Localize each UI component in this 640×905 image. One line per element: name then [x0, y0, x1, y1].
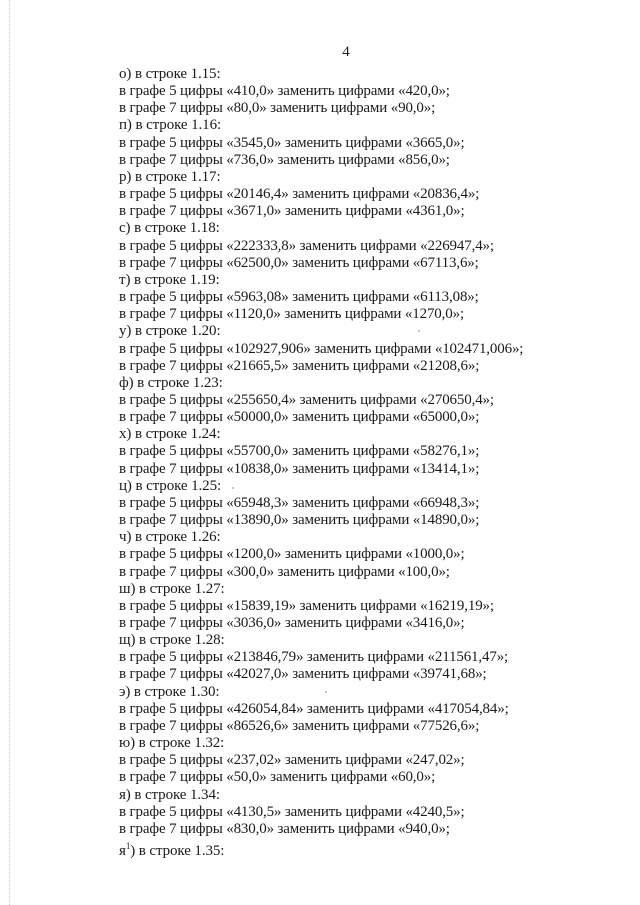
row-heading: ч) в строке 1.26:	[119, 529, 221, 546]
row-heading: щ) в строке 1.28:	[119, 632, 225, 649]
amendment-line: в графе 5 цифры «1200,0» заменить цифрами «1000,0»;	[119, 546, 465, 563]
row-heading: э) в строке 1.30:	[119, 683, 220, 700]
amendments-list	[119, 66, 619, 860]
amendment-line: в графе 7 цифры «80,0» заменить цифрами «90,0»;	[119, 100, 436, 117]
amendment-line: в графе 7 цифры «3671,0» заменить цифрами «4361,0»;	[119, 203, 465, 220]
amendment-line: в графе 5 цифры «102927,906» заменить цифрами «102471,006»;	[119, 340, 524, 357]
amendment-line: в графе 7 цифры «3036,0» заменить цифрами «3416,0»;	[119, 615, 465, 631]
amendment-line: в графе 5 цифры «4130,5» заменить цифрами «4240,5»;	[119, 803, 465, 820]
amendment-line: в графе 7 цифры «1120,0» заменить цифрами «1270,0»;	[119, 306, 464, 323]
amendment-line: в графе 5 цифры «213846,79» заменить цифрами «211561,47»;	[119, 649, 509, 666]
amendment-line: в графе 7 цифры «50000,0» заменить цифрами «65000,0»;	[119, 409, 480, 426]
row-heading: с) в строке 1.18:	[119, 220, 220, 237]
amendment-line: в графе 7 цифры «42027,0» заменить цифрами «39741,68»;	[119, 666, 487, 683]
row-heading: ш) в строке 1.27:	[119, 580, 225, 597]
page-number: 4	[342, 44, 350, 60]
amendment-line: в графе 5 цифры «3545,0» заменить цифрами «3665,0»;	[119, 134, 465, 151]
row-heading: р) в строке 1.17:	[119, 168, 221, 185]
row-heading: о) в строке 1.15:	[119, 66, 221, 82]
row-heading: х) в строке 1.24:	[119, 426, 221, 443]
amendment-line: в графе 7 цифры «50,0» заменить цифрами «60,0»;	[119, 769, 436, 786]
amendment-line: в графе 7 цифры «10838,0» заменить цифрами «13414,1»;	[119, 460, 480, 477]
amendment-line: в графе 5 цифры «5963,08» заменить цифрами «6113,08»;	[119, 289, 479, 306]
amendment-line: в графе 7 цифры «13890,0» заменить цифрами «14890,0»;	[119, 512, 480, 529]
row-heading-text: ) в строке 1.35:	[130, 843, 225, 860]
row-letter: я	[119, 843, 126, 860]
amendment-line: в графе 5 цифры «426054,84» заменить цифрами «417054,84»;	[119, 700, 509, 717]
amendment-line: в графе 7 цифры «830,0» заменить цифрами «940,0»;	[119, 820, 450, 837]
amendment-line: в графе 5 цифры «20146,4» заменить цифрами «20836,4»;	[119, 186, 480, 203]
row-heading: т) в строке 1.19:	[119, 271, 220, 288]
amendment-line: в графе 7 цифры «86526,6» заменить цифрами «77526,6»;	[119, 717, 480, 734]
row-heading: ю) в строке 1.32:	[119, 735, 225, 752]
amendment-line: в графе 5 цифры «15839,19» заменить цифрами «16219,19»;	[119, 597, 494, 614]
amendment-line: в графе 5 цифры «410,0» заменить цифрами «420,0»;	[119, 83, 450, 100]
amendment-line: в графе 5 цифры «65948,3» заменить цифрами «66948,3»;	[119, 494, 480, 511]
row-letter-superscript: 1	[125, 841, 131, 852]
amendment-line: в графе 7 цифры «62500,0» заменить цифрами «67113,6»;	[119, 254, 479, 271]
row-heading: ф) в строке 1.23:	[119, 374, 223, 391]
amendment-line: в графе 7 цифры «300,0» заменить цифрами «100,0»;	[119, 563, 450, 580]
amendment-line: в графе 5 цифры «255650,4» заменить цифрами «270650,4»;	[119, 391, 494, 408]
scan-edge-line	[9, 0, 10, 905]
row-heading: у) в строке 1.20:	[119, 323, 221, 340]
row-heading: я) в строке 1.34:	[119, 786, 220, 803]
amendment-line: в графе 7 цифры «21665,5» заменить цифрами «21208,6»;	[119, 357, 480, 374]
amendment-line: в графе 5 цифры «55700,0» заменить цифрами «58276,1»;	[119, 443, 480, 460]
row-heading: п) в строке 1.16:	[119, 117, 222, 134]
row-heading	[119, 838, 619, 860]
row-heading: ц) в строке 1.25:	[119, 477, 222, 494]
amendment-line: в графе 7 цифры «736,0» заменить цифрами «856,0»;	[119, 151, 450, 168]
amendment-line: в графе 5 цифры «222333,8» заменить цифрами «226947,4»;	[119, 237, 494, 254]
amendment-line: в графе 5 цифры «237,02» заменить цифрами «247,02»;	[119, 752, 465, 769]
